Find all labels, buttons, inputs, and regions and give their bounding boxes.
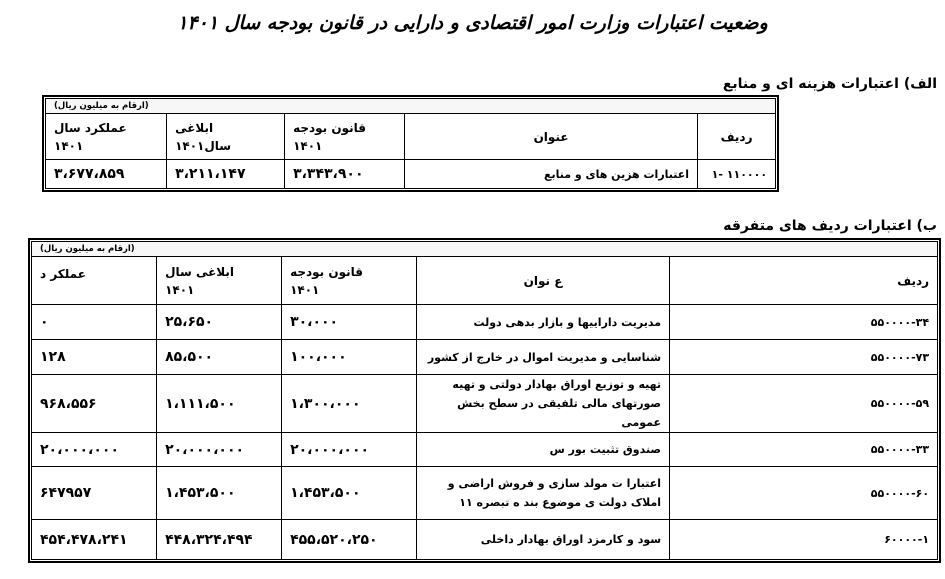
- section-b-heading: ب) اعتبارات ردیف های متفرقه: [723, 218, 937, 234]
- units-note: (ارقام به میلیون ریال): [46, 99, 776, 114]
- section-a-heading: الف) اعتبارات هزینه ای و منابع: [722, 76, 937, 92]
- header-eblaghi: ابلاغی سال۱۴۰۱: [167, 114, 285, 160]
- header-eblaghi: ابلاغی سال ۱۴۰۱: [157, 257, 282, 305]
- table-row: ۶۰۰۰۰-۱ سود و کارمزد اوراق بهادار داخلی ۴۵۵،۵۲۰،۲۵۰ ۴۴۸،۳۲۴،۴۹۴ ۴۵۴،۴۷۸،۲۴۱: [32, 520, 938, 560]
- table-row: ۵۵۰۰۰۰-۳۳ صندوق تثبیت بور س ۲۰،۰۰۰،۰۰۰ ۲۰،۰۰۰،۰۰۰ ۲۰،۰۰۰،۰۰۰: [32, 433, 938, 467]
- table-row: ۵۵۰۰۰۰-۳۴ مدیریت داراییها و بازار بدهی دولت ۳۰،۰۰۰ ۲۵،۶۵۰ ۰: [32, 305, 938, 340]
- header-radif: ردیف: [670, 257, 938, 305]
- table-row: ۱۱۰۰۰۰ -۱ اعتبارات هزین های و منابع ۳،۳۴۳،۹۰۰ ۳،۲۱۱،۱۴۷ ۳،۶۷۷،۸۵۹: [46, 160, 776, 189]
- table-row: ۵۵۰۰۰۰-۷۳ شناسایی و مدیریت اموال در خارج از کشور ۱۰۰،۰۰۰ ۸۵،۵۰۰ ۱۲۸: [32, 340, 938, 375]
- header-amalkard: عملکر د: [32, 257, 157, 305]
- table-misc-credits: [31, 241, 938, 560]
- header-amalkard: عملکرد سال ۱۴۰۱: [46, 114, 167, 160]
- page-title: وضعیت اعتبارات وزارت امور اقتصادی و دارایی در قانون بودجه سال ۱۴۰۱: [177, 12, 768, 34]
- table-expense-credits: [45, 98, 776, 189]
- header-radif: ردیف: [698, 114, 776, 160]
- table-row: ۵۵۰۰۰۰-۵۹ تهیه و توزیع اوراق بهادار دولتی و تهیه صورتهای مالی تلفیقی در سطح بخش عمومی ۱،۳۰۰،۰۰۰ ۱،۱۱۱،۵۰۰ ۹۶۸،۵۵۶: [32, 375, 938, 433]
- units-note: (ارقام به میلیون ریال): [32, 242, 938, 257]
- header-ghanun: قانون بودجه ۱۴۰۱: [282, 257, 417, 305]
- header-ghanun: قانون بودجه ۱۴۰۱: [285, 114, 405, 160]
- header-onvan: عنوان: [405, 114, 698, 160]
- table-row: ۵۵۰۰۰۰-۶۰ اعتبارا ت مولد سازی و فروش اراضی و املاک دولت ی موضوع بند ه تبصره ۱۱ ۱،۴۵۳،۵۰۰ ۱،۴۵۳،۵۰۰ ۶۴۷۹۵۷: [32, 467, 938, 520]
- header-onvan: ع نوان: [417, 257, 670, 305]
